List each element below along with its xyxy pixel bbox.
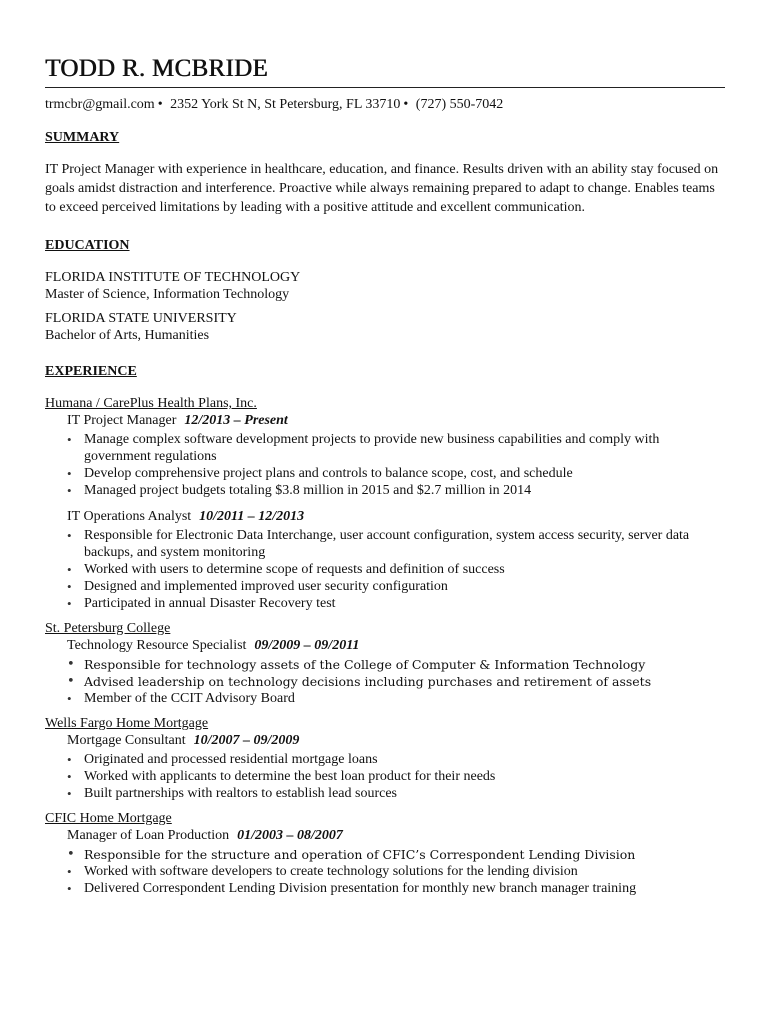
degree-name: Master of Science, Information Technology (45, 287, 290, 302)
summary-section (45, 129, 725, 217)
role-title: Technology Resource Specialist (67, 638, 247, 653)
summary-heading: SUMMARY (45, 130, 120, 145)
education-heading: EDUCATION (45, 238, 130, 253)
candidate-name: TODD R. MCBRIDE (45, 55, 268, 82)
list-item: • Managed project budgets totaling $3.8 million in 2015 and $2.7 million in 2014 (67, 482, 725, 499)
list-item: • Originated and processed residential mortgage loans (67, 751, 725, 768)
role-line (67, 827, 725, 844)
list-item: • Responsible for Electronic Data Interchange, user account configuration, system access security, server data backups, and system monitoring (67, 527, 725, 561)
list-item: • Worked with users to determine scope of requests and definition of success (67, 561, 725, 578)
list-item: • Develop comprehensive project plans and controls to balance scope, cost, and schedule (67, 465, 725, 482)
role-title: IT Project Manager (67, 413, 177, 428)
role-line (67, 637, 725, 654)
role-line (67, 732, 725, 749)
list-item: • Advised leadership on technology decisions including purchases and retirement of assets (67, 673, 725, 690)
role-title: IT Operations Analyst (67, 509, 192, 524)
company-name: Humana / CarePlus Health Plans, Inc. (45, 396, 257, 411)
list-item: • Member of the CCIT Advisory Board (67, 690, 725, 707)
company-name: St. Petersburg College (45, 621, 171, 636)
role-dates: 01/2003 – 08/2007 (237, 828, 343, 843)
role-dates: 12/2013 – Present (184, 413, 288, 428)
institution-name: FLORIDA STATE UNIVERSITY (45, 311, 237, 326)
list-item: • Responsible for technology assets of the College of Computer & Information Technology (67, 656, 725, 673)
header-divider (45, 87, 725, 88)
list-item: • Built partnerships with realtors to establish lead sources (67, 785, 725, 802)
list-item: • Worked with software developers to create technology solutions for the lending division (67, 863, 725, 880)
responsibility-list (45, 431, 725, 499)
education-section (45, 237, 725, 344)
job-entry (45, 810, 725, 897)
list-item: • Responsible for the structure and operation of CFIC’s Correspondent Lending Division (67, 846, 725, 863)
bullet-separator: • (403, 97, 409, 112)
responsibility-list (45, 656, 725, 707)
degree-name: Bachelor of Arts, Humanities (45, 328, 210, 343)
list-item: • Participated in annual Disaster Recovery test (67, 595, 725, 612)
role-title: Manager of Loan Production (67, 828, 230, 843)
company-name: Wells Fargo Home Mortgage (45, 716, 209, 731)
experience-heading: EXPERIENCE (45, 364, 137, 379)
role-title: Mortgage Consultant (67, 733, 186, 748)
job-entry (45, 620, 725, 707)
list-item: • Manage complex software development projects to provide new business capabilities and comply with government regulations (67, 431, 725, 465)
contact-line (45, 96, 503, 113)
role-dates: 10/2007 – 09/2009 (193, 733, 300, 748)
address-text: 2352 York St N, St Petersburg, FL 33710 (170, 97, 401, 112)
responsibility-list (45, 527, 725, 612)
phone-text: (727) 550-7042 (415, 97, 504, 112)
experience-section (45, 363, 725, 897)
email-link[interactable]: trmcbr@gmail.com (45, 97, 155, 112)
role-line (67, 412, 725, 429)
role-dates: 10/2011 – 12/2013 (199, 509, 305, 524)
list-item: • Worked with applicants to determine the best loan product for their needs (67, 768, 725, 785)
bullet-separator: • (157, 97, 163, 112)
list-item: • Designed and implemented improved user security configuration (67, 578, 725, 595)
job-entry (45, 395, 725, 612)
role-dates: 09/2009 – 09/2011 (254, 638, 360, 653)
education-entry (45, 310, 725, 344)
institution-name: FLORIDA INSTITUTE OF TECHNOLOGY (45, 270, 301, 285)
list-item: • Delivered Correspondent Lending Division presentation for monthly new branch manager training (67, 880, 725, 897)
summary-text: IT Project Manager with experience in healthcare, education, and finance. Results driven with an ability stay focused on goals amidst distraction and interference. Proactive while always remaining prepared to adapt to change. Enables teams to exceed perceived limitations by leading with a positive attitude and excellent communication. (45, 162, 719, 215)
role-line (67, 508, 725, 525)
company-name: CFIC Home Mortgage (45, 811, 172, 826)
responsibility-list (45, 846, 725, 897)
education-entry (45, 269, 725, 303)
responsibility-list (45, 751, 725, 802)
job-entry (45, 715, 725, 802)
